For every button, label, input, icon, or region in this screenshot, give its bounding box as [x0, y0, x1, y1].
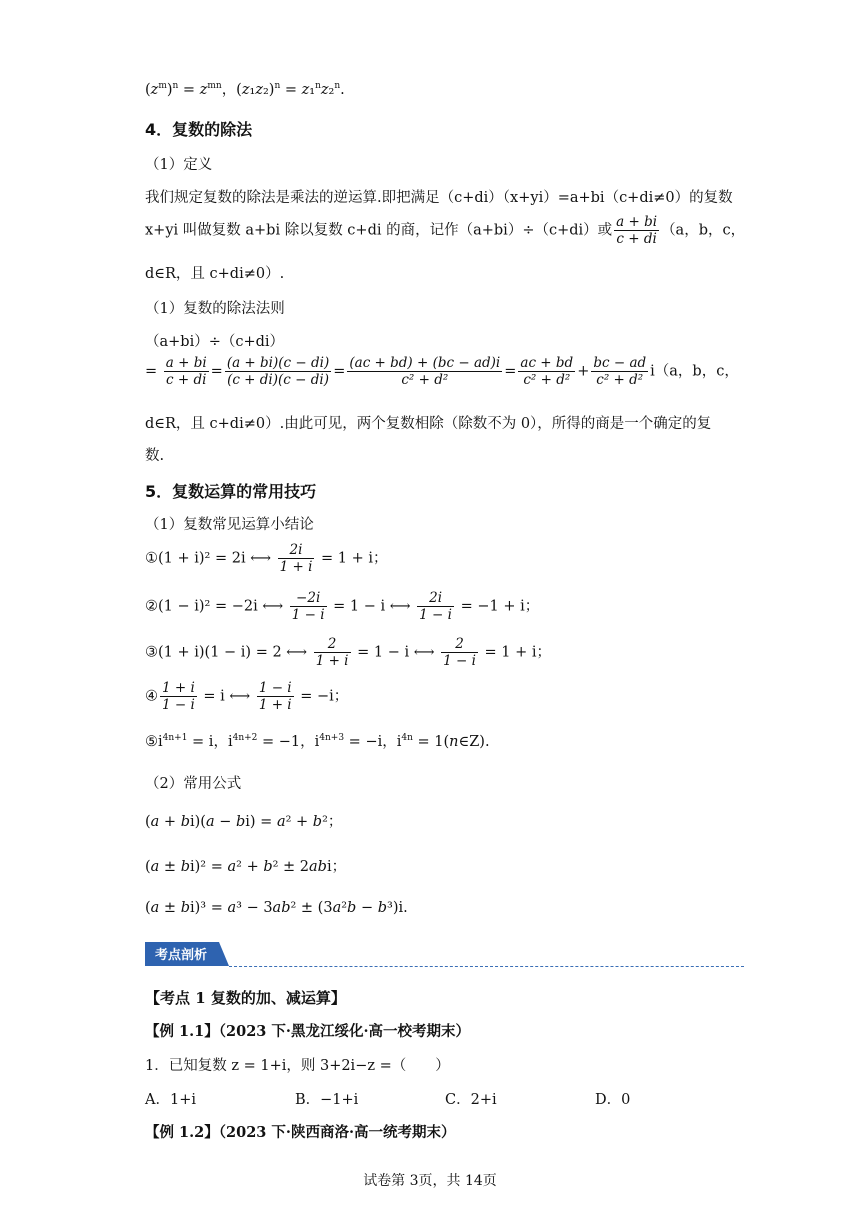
example-1-1-header: [145, 1020, 470, 1041]
topic-1-heading: 【考点 1 复数的加、减运算】: [145, 989, 346, 1007]
option-b: B．−1+i: [295, 1092, 359, 1108]
option-d: D．0: [595, 1092, 631, 1108]
example-1-1-text: 【例 1.1】（2023 下·黑龙江绥化·高一校考期末）: [145, 1023, 471, 1040]
formulas-subtitle: （2）常用公式: [145, 776, 242, 792]
definition-line-1: 我们规定复数的除法是乘法的逆运算.即把满足（c+di）（x+yi）=a+bi（c+di≠0）的复数: [145, 190, 733, 206]
conclusion-5: $⑤i^{4n+1} = i$，$i^{4n+2} = -1$，$i^{4n+3} = -i$，$i^{4n}$ = 1(n∈Z).: [145, 733, 490, 750]
definition-line-2: [145, 214, 745, 247]
quotient-fraction: $\frac{a + bi}{c + di}$: [616, 214, 658, 247]
formula-2: (a ± bi)² = a² + b² ± 2abi；: [145, 859, 347, 875]
section-banner: [145, 942, 229, 966]
section-4-title: 4．复数的除法: [145, 120, 253, 139]
example-1-2-text: 【例 1.2】（2023 下·陕西商洛·高一统考期末）: [145, 1124, 456, 1141]
division-conclusion-1: d∈R，且 c+di≠0）.由此可见，两个复数相除（除数不为 0），所得的商是一个确定的复: [145, 416, 712, 432]
option-c: C．2+i: [445, 1092, 497, 1108]
conclusion-3: ③(1 + i)(1 − i) = 2 ⟷ $\frac{2}{1 + i}$ = 1 − i ⟷ $\frac{2}{1 - i}$ = 1 + i；: [145, 636, 552, 669]
definition-subtitle: （1）定义: [145, 157, 213, 173]
conclusion-1: ①(1 + i)² = 2i ⟷ $\frac{2i}{1 + i}$ = 1 + i；: [145, 542, 388, 575]
page-footer: 试卷第 3页，共 14页: [363, 1173, 497, 1189]
answer-options: [145, 1088, 630, 1109]
division-expression: （a+bi）÷（c+di）: [145, 334, 285, 350]
banner-label: 考点剖析: [155, 948, 208, 963]
definition-line-2-tail: （a，b，c，: [661, 222, 746, 239]
power-formula: $(z^m)^n = z^{mn}$，$(z_1z_2)^n = z_1^nz_2^n$.: [145, 81, 345, 98]
conclusion-4: ④ $\frac{1 + i}{1 - i}$ = i ⟷ $\frac{1 - i}{1 + i}$ = −i；: [145, 680, 349, 713]
banner-divider: [229, 966, 744, 967]
division-rule-subtitle: （1）复数的除法法则: [145, 301, 285, 317]
division-derivation: = $\frac{a + bi}{c + di}$ = $\frac{(a + bi)(c - di)}{(c + di)(c - di)}$ = $\frac{(ac + bd) + (bc - ad)i}{\text{c² + d²}}$ = $\frac{ac + bd}{\text{c² + d²}}$ + $\frac{bc - ad}{\text{c² + d²}}$ i（a，b，c，: [145, 355, 739, 388]
section-5-title: 5．复数运算的常用技巧: [145, 482, 317, 501]
definition-line-2-text: x+yi 叫做复数 a+bi 除以复数 c+di 的商，记作（a+bi）÷（c+di）或: [145, 222, 613, 239]
option-a: A．1+i: [145, 1092, 196, 1108]
definition-line-3: d∈R，且 c+di≠0）.: [145, 266, 285, 282]
question-1: 1．已知复数 z = 1+i，则 3+2i−z =（ ）: [145, 1058, 450, 1074]
conclusion-2: ②(1 − i)² = −2i ⟷ $\frac{-2i}{1 - i}$ = 1 − i ⟷ $\frac{2i}{1 - i}$ = −1 + i；: [145, 590, 540, 623]
conclusions-subtitle: （1）复数常见运算小结论: [145, 517, 314, 533]
formula-1: (a + bi)(a − bi) = a² + b²；: [145, 814, 343, 830]
formula-3: (a ± bi)³ = a³ − 3ab² ± (3a²b − b³)i.: [145, 900, 408, 916]
division-conclusion-2: 数.: [145, 448, 165, 464]
example-1-2-header: [145, 1121, 456, 1142]
derivation-tail: （a，b，c，: [654, 363, 739, 380]
